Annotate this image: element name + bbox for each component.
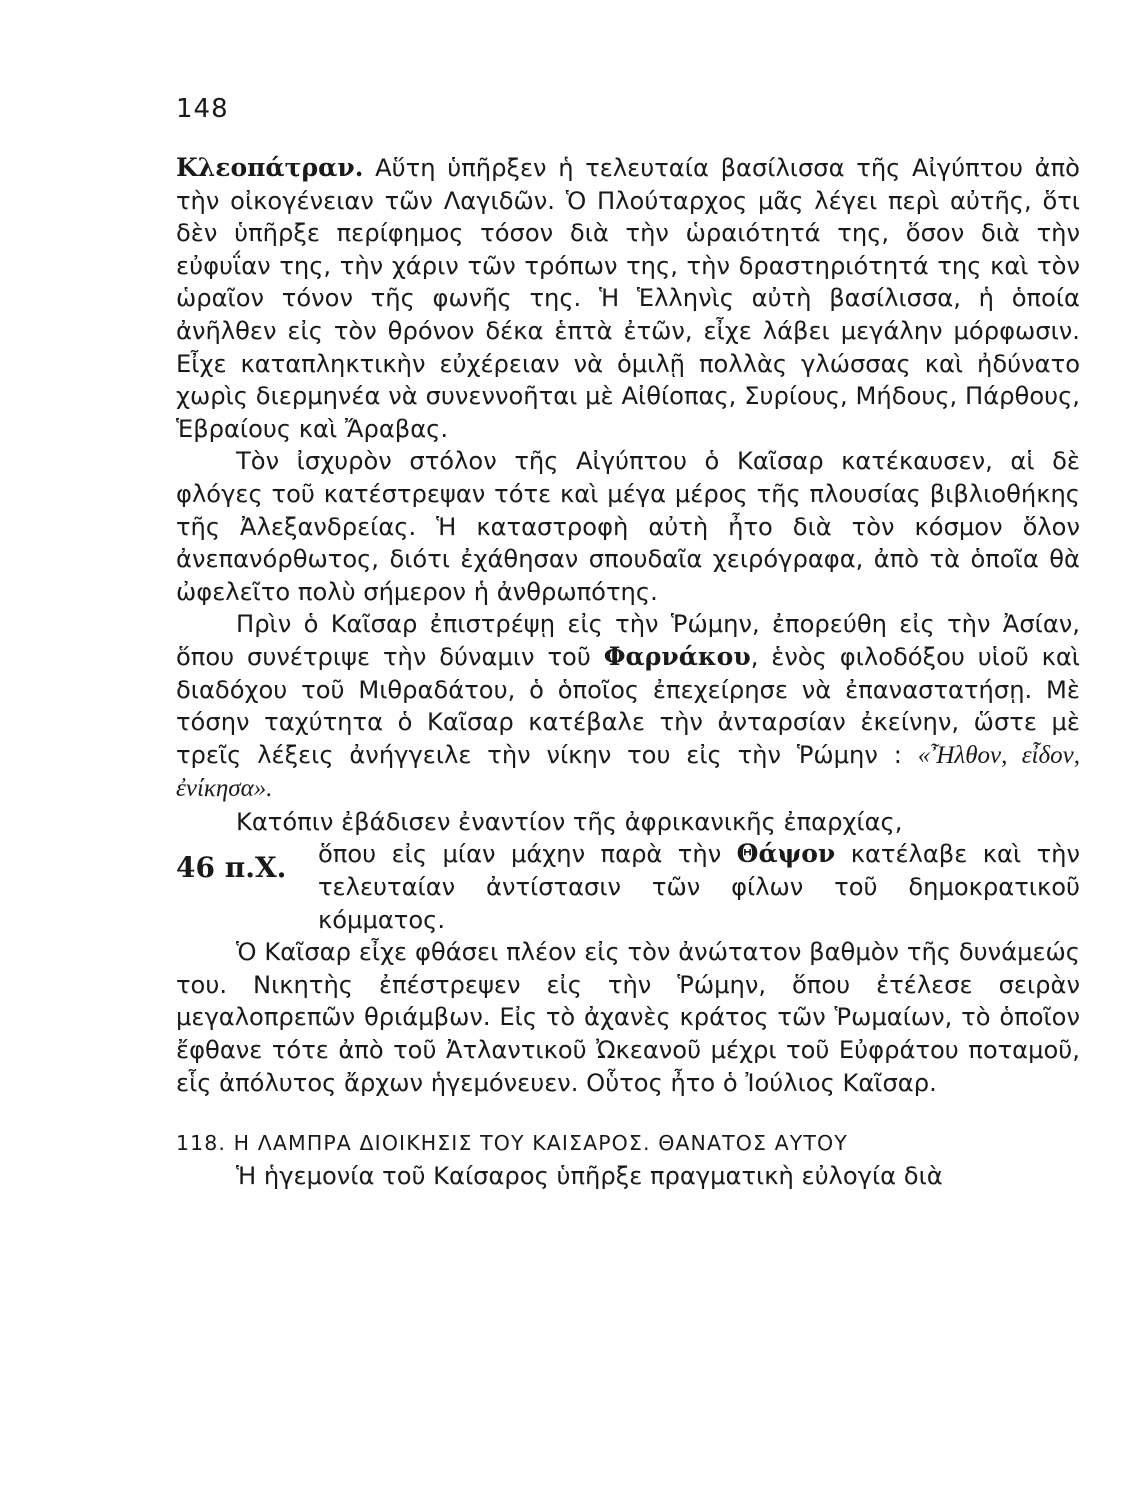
page-number: 148	[176, 94, 229, 124]
quote-veni-vidi-vici: «Ἦλθον, εἶδον, ἐνίκησα».	[176, 741, 1080, 803]
page-body	[176, 152, 1080, 1192]
term-thapsus: Θάψον	[736, 839, 836, 869]
paragraph-africa-continued	[176, 838, 1080, 936]
paragraph-asia	[176, 608, 1080, 806]
term-pharnaces: Φαρνάκου	[603, 641, 751, 671]
paragraph-asia-part-1: Πρὶν ὁ Καῖσαρ ἐπιστρέψῃ εἰς τὴν Ῥώμην, ἐπορεύθη εἰς τὴν Ἀσίαν, ὅπου συνέτριψε τὴν δύναμιν τοῦ	[176, 610, 1080, 671]
paragraph-africa-part-1: ὅπου εἰς μίαν μάχην παρὰ τὴν	[318, 840, 722, 869]
paragraph-caesar-power: Ὁ Καῖσαρ εἶχε φθάσει πλέον εἰς τὸν ἀνώτατον βαθμὸν τῆς δυνάμεώς του. Νικητὴς ἐπέστρεψεν εἰς τὴν Ῥώμην, ὅπου ἐτέλεσε σειρὰν μεγαλοπρεπῶν θριάμβων. Εἰς τὸ ἀχανὲς κράτος τῶν Ῥωμαίων, τὸ ὁποῖον ἔφθανε τότε ἀπὸ τοῦ Ἀτλαντικοῦ Ὠκεανοῦ μέχρι τοῦ Εὐφράτου ποταμοῦ, εἷς ἀπόλυτος ἄρχων ἡγεμόνευεν. Οὗτος ἦτο ὁ Ἰούλιος Καῖσαρ.	[176, 938, 1080, 1097]
paragraph-cleopatra	[176, 152, 1080, 445]
paragraph-africa	[176, 806, 1080, 839]
section-heading: 118. Η ΛΑΜΠΡΑ ΔΙΟΙΚΗΣΙΣ ΤΟΥ ΚΑΙΣΑΡΟΣ. ΘΑΝΑΤΟΣ ΑΥΤΟΥ	[176, 1131, 848, 1156]
lead-term-cleopatra: Κλεοπάτραν.	[176, 153, 364, 182]
paragraph-administration: Ἡ ἡγεμονία τοῦ Καίσαρος ὑπῆρξε πραγματικὴ εὐλογία διὰ	[236, 1161, 943, 1190]
paragraph-cleopatra-text: Αὕτη ὑπῆρξεν ἡ τελευταία βασίλισσα τῆς Αἰγύπτου ἀπὸ τὴν οἰκογένειαν τῶν Λαγιδῶν. Ὁ Πλούταρχος μᾶς λέγει περὶ αὐτῆς, ὅτι δὲν ὑπῆρξε περίφημος τόσον διὰ τὴν ὡραιότητά της, ὅσον διὰ τὴν εὐφυΐαν της, τὴν χάριν τῶν τρόπων της, τὴν δραστηριότητά της καὶ τὸν ὡραῖον τόνον τῆς φωνῆς της. Ἡ Ἑλληνὶς αὐτὴ βασίλισσα, ἡ ὁποία ἀνῆλθεν εἰς τὸν θρόνον δέκα ἑπτὰ ἐτῶν, εἶχε λάβει μεγάλην μόρφωσιν. Εἶχε καταπληκτικὴν εὐχέρειαν νὰ ὁμιλῇ πολλὰς γλώσσας καὶ ἠδύνατο χωρὶς διερμηνέα νὰ συνεννοῆται μὲ Αἰθίοπας, Συρίους, Μήδους, Πάρθους, Ἑβραίους καὶ Ἄραβας.	[176, 154, 1080, 443]
paragraph-fleet: Τὸν ἰσχυρὸν στόλον τῆς Αἰγύπτου ὁ Καῖσαρ κατέκαυσεν, αἱ δὲ φλόγες τοῦ κατέστρεψαν τότε καὶ μέγα μέρος τῆς πλουσίας βιβλιοθήκης τῆς Ἀλεξανδρείας. Ἡ καταστροφὴ αὐτὴ ἦτο διὰ τὸν κόσμον ὅλον ἀνεπανόρθωτος, διότι ἐχάθησαν σπουδαῖα χειρόγραφα, ἀπὸ τὰ ὁποῖα θὰ ὠφελεῖτο πολὺ σήμερον ἡ ἀνθρωπότης.	[176, 447, 1080, 606]
paragraph-africa-line-1: Κατόπιν ἐβάδισεν ἐναντίον τῆς ἀφρικανικῆς ἐπαρχίας,	[236, 807, 903, 836]
margin-date: 46 π.Χ.	[176, 851, 287, 885]
paragraph-asia-part-2: , ἑνὸς φιλοδόξου υἱοῦ καὶ διαδόχου τοῦ Μιθραδάτου, ὁ ὁποῖος ἐπεχείρησε νὰ ἐπαναστατήσῃ. Μὲ τόσην ταχύτητα ὁ Καῖσαρ κατέβαλε τὴν ἀνταρσίαν ἐκείνην, ὥστε μὲ τρεῖς λέξεις ἀνήγγειλε τὴν νίκην του εἰς τὴν Ῥώμην :	[176, 642, 1080, 769]
paragraph-africa-part-2: κατέλαβε καὶ τὴν τελευταίαν ἀντίστασιν τῶν φίλων τοῦ δημοκρατικοῦ κόμματος.	[318, 840, 1080, 934]
